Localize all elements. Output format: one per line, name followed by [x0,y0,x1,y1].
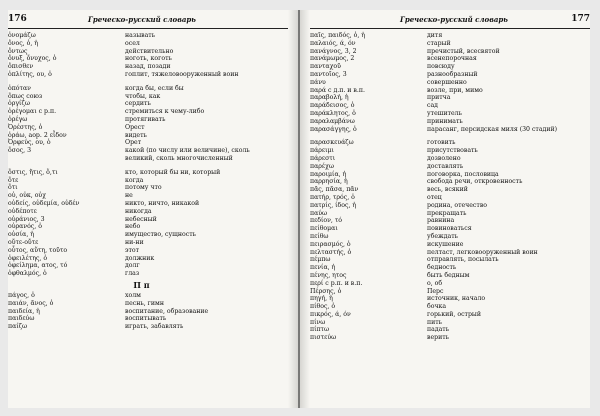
greek-headword: οὗτος, αὕτη, τοῦτο [8,246,68,254]
right-header [310,14,590,29]
dictionary-entry [310,186,577,194]
dictionary-entry [8,55,275,63]
greek-headword: Ὀρέστης, ὁ [8,123,43,131]
dictionary-entry [8,208,275,216]
greek-headword: παρέχω [310,162,334,170]
russian-translation: действительно [125,47,174,55]
russian-translation: парасанг, персидская миля (30 стадий) [427,125,557,133]
russian-translation: ни-ни [125,238,144,246]
dictionary-entry [310,319,577,327]
greek-headword: πιστεύω [310,334,337,342]
russian-translation: видеть [125,131,147,139]
greek-headword: παίζω [8,323,28,331]
dictionary-entry [8,200,275,208]
russian-translation: называть [125,32,156,39]
greek-headword: οὐδείς, οὐδεμία, οὐδέν [8,199,80,207]
greek-headword: πίθος, ὁ [310,303,336,311]
russian-translation: принимать [427,117,463,125]
dictionary-entry [8,323,275,331]
russian-translation: бочка [427,303,447,311]
russian-translation: отправлять, посылать [427,256,499,264]
dictionary-entry [310,71,577,79]
russian-translation: старый [427,39,451,47]
dictionary-entry [8,247,275,255]
dictionary-entry [310,225,577,233]
russian-translation: весь, всякий [427,186,468,194]
russian-translation: разнообразный [427,70,478,78]
russian-translation: повсюду [427,63,455,71]
russian-translation: о, об [427,279,443,287]
dictionary-entry [310,194,577,202]
greek-headword: παράκλητος, ὁ [310,109,356,117]
greek-headword: παρρησία, ἡ [310,178,348,186]
running-title-right: Греческо-русский словарь [400,15,508,24]
russian-translation: дозволено [427,154,461,162]
dictionary-entry [310,139,577,147]
russian-translation: имущество, сущность [125,231,196,239]
greek-headword: περί с р.п. и в.п. [310,279,363,287]
greek-headword: παράδεισος, ὁ [310,102,355,110]
dictionary-entry [8,132,275,140]
greek-headword: πηγή, ἡ [310,295,333,303]
dictionary-entry [8,255,275,263]
greek-headword: πάρεστι [310,154,336,162]
greek-headword: πανταχοῦ [310,63,341,71]
dictionary-entry [310,155,577,163]
greek-headword: πάρειμι [310,147,334,155]
greek-headword: ὄπισθεν [8,63,34,71]
russian-translation: родина, отечество [427,201,488,209]
russian-translation: равнина [427,217,455,225]
greek-headword: πέμπω [310,256,331,264]
greek-headword: ὁπόταν [8,84,31,92]
russian-translation: притча [427,94,451,102]
running-title-left: Греческо-русский словарь [88,15,196,24]
greek-headword: πεδίον, τό [310,217,342,225]
greek-headword: παντοῖος, 3 [310,70,347,78]
dictionary-entry [8,216,275,224]
greek-headword: παιδεία, ἡ [8,307,40,315]
russian-translation: присутствовать [427,147,478,155]
greek-headword: ὁράω, аор. 2 εἶδον [8,131,67,139]
russian-translation: назад, позади [125,63,171,71]
russian-translation: холм [125,291,141,299]
greek-headword: οὐδέποτε [8,207,37,215]
russian-translation: песнь, гимн [125,299,164,307]
russian-translation: глаз [125,270,140,278]
russian-translation: верить [427,334,450,342]
dictionary-entry [310,280,577,288]
dictionary-entry [8,48,275,56]
dictionary-entry [8,147,275,163]
russian-translation: ноготь, коготь [125,55,172,63]
russian-translation: повиноваться [427,225,472,233]
russian-translation: этот [125,246,140,254]
greek-headword: οὔτε-οὔτε [8,238,39,246]
book-gutter [288,10,310,408]
greek-headword: Πέρσης, ὁ [310,287,342,295]
russian-translation: искушение [427,240,464,248]
greek-headword: ὁπλίτης, ου, ὁ [8,70,52,78]
left-header [8,14,288,29]
greek-headword: πίνω [310,318,326,326]
greek-headword: ὅτι [8,184,18,192]
greek-headword: ὀργίζω [8,100,30,108]
russian-translation: убеждать [427,232,459,240]
dictionary-entry [310,48,577,56]
greek-headword: πᾶς, πᾶσα, πᾶν [310,186,359,194]
dictionary-entry [8,315,275,323]
dictionary-entry [8,169,275,177]
greek-headword: πάγος, ὁ [8,291,35,299]
greek-headword: πικρός, ά, όν [310,310,351,318]
russian-translation: осел [125,39,140,47]
greek-headword: ὅσος, 3 [8,147,32,155]
greek-headword: παραβολή, ἡ [310,94,349,102]
russian-translation: пить [427,318,443,326]
greek-headword: πενία, ἡ [310,264,336,272]
greek-headword: παραλαμβάνω [310,117,355,125]
dictionary-entry [310,118,577,126]
russian-translation: прекращать [427,209,467,217]
greek-headword: ὀρέγομαι с р.п. [8,108,57,116]
russian-translation: кто, который бы ни, который [125,168,221,176]
greek-headword: οὐσία, ἡ [8,231,34,239]
greek-headword: ὅστις, ἥτις, ὅ,τι [8,168,58,176]
dictionary-entry [8,231,275,239]
russian-translation: играть, забавлять [125,323,184,331]
dictionary-entry [310,55,577,63]
russian-translation: какой (по числу или величине), сколь великий, сколь многочисленный [125,147,250,162]
greek-headword: οὐρανός, ὁ [8,223,42,231]
dictionary-entry [8,292,275,300]
russian-translation: Перс [427,287,444,295]
russian-translation: падать [427,326,450,334]
dictionary-entry [310,303,577,311]
russian-translation: пелтаст, легковооруженный воин [427,248,538,256]
dictionary-entry [310,334,577,342]
russian-translation: протягивать [125,115,166,123]
dictionary-entry [8,116,275,124]
greek-headword: ὅπως союз [8,92,43,100]
dictionary-entry [8,139,275,147]
dictionary-entry [8,108,275,116]
dictionary-entry [310,171,577,179]
russian-translation: должник [125,254,155,262]
russian-translation: потому что [125,184,162,192]
dictionary-entry [8,308,275,316]
greek-headword: παιάν, ᾶνος, ὁ [8,299,54,307]
dictionary-entry [310,210,577,218]
page-number-left: 176 [8,14,27,24]
section-heading-pi: Π π [133,279,150,290]
russian-translation: поговорка, пословица [427,170,499,178]
dictionary-entry [8,93,275,101]
dictionary-entry [310,63,577,71]
russian-translation: готовить [427,139,456,147]
dictionary-entry [8,270,275,278]
dictionary-entry [8,177,275,185]
dictionary-entry [310,94,577,102]
russian-translation: гоплит, тяжеловооруженный воин [125,70,239,78]
russian-translation: быть бедным [427,271,470,279]
dictionary-entry [310,217,577,225]
greek-headword: ὀφθαλμός, ὁ [8,270,47,278]
dictionary-entry [310,126,577,134]
dictionary-entry [310,264,577,272]
russian-translation: долг [125,262,140,270]
russian-translation: совершенно [427,78,467,86]
russian-translation: Орет [125,139,142,147]
greek-headword: πειρασμός, ὁ [310,240,351,248]
dictionary-entry [310,311,577,319]
greek-headword: πελταστής, ὁ [310,248,352,256]
russian-translation: доставлять [427,162,464,170]
greek-headword: ὀρέγω [8,115,28,123]
russian-translation: небо [125,223,141,231]
dictionary-entry [310,79,577,87]
russian-translation: дитя [427,32,443,39]
dictionary-entry [310,178,577,186]
greek-headword: πάνυ [310,78,326,86]
right-page [310,10,590,408]
greek-headword: παρασκευάζω [310,139,354,147]
russian-translation: никогда [125,207,152,215]
dictionary-entry [8,32,275,40]
greek-headword: παῖς, παιδός, ὁ, ἡ [310,32,365,39]
greek-headword: ὀνομάζω [8,32,36,39]
russian-translation: свобода речи, откровенность [427,178,523,186]
russian-translation: пречистый, всесвятой [427,47,500,55]
russian-translation: утешитель [427,109,462,117]
dictionary-entry [310,241,577,249]
russian-translation: не [125,192,133,200]
dictionary-entry [310,32,577,40]
dictionary-entry [8,184,275,192]
greek-headword: παλαιός, ά, όν [310,39,356,47]
dictionary-entry [8,85,275,93]
russian-translation: всенепорочная [427,55,477,63]
dictionary-entry [310,147,577,155]
greek-headword: ὄνος, ὁ, ἡ [8,39,38,47]
greek-headword: παιδεύω [8,315,35,323]
greek-headword: ὄνυξ, ὄνυχος, ὁ [8,55,57,63]
dictionary-entry [310,233,577,241]
left-page [8,10,288,408]
dictionary-entry [310,87,577,95]
greek-headword: πένης, ητος [310,271,347,279]
dictionary-entry [310,288,577,296]
russian-translation: когда [125,176,144,184]
greek-headword: Ὀρφεύς, ου, ὁ [8,139,51,147]
russian-translation: никто, ничто, никакой [125,199,200,207]
dictionary-entry [8,239,275,247]
dictionary-entry [310,163,577,171]
greek-headword: πατρίς, ίδος, ἡ [310,201,357,209]
dictionary-entry [8,40,275,48]
dictionary-entry [8,262,275,270]
dictionary-entry [8,124,275,132]
greek-headword: οὐράνιος, 3 [8,215,45,223]
dictionary-entry [310,295,577,303]
dictionary-entry [310,256,577,264]
russian-translation: возле, при, мимо [427,86,483,94]
dictionary-entry [310,110,577,118]
russian-translation: воспитание, образование [125,307,209,315]
dictionary-entry [8,100,275,108]
russian-translation: сердить [125,100,151,108]
russian-translation: воспитывать [125,315,167,323]
dictionary-entry [8,71,275,79]
dictionary-entry [310,202,577,210]
greek-headword: πανάμωμος, 2 [310,55,355,63]
greek-headword: πείθω [310,232,329,240]
russian-translation: горький, острый [427,310,481,318]
dictionary-entry [8,192,275,200]
dictionary-entry [310,272,577,280]
greek-headword: πατήρ, τρός, ὁ [310,193,355,201]
russian-translation: отец [427,193,442,201]
dictionary-entry [310,102,577,110]
greek-headword: πανάγνος, 3, 2 [310,47,357,55]
russian-translation: чтобы, как [125,92,161,100]
dictionary-entry [8,300,275,308]
dictionary-entry [8,63,275,71]
greek-headword: παύω [310,209,328,217]
russian-translation: бедность [427,264,457,272]
left-entries [8,32,275,331]
russian-translation: стремиться к чему-либо [125,108,205,116]
greek-headword: ὀφειλέτης, ὁ [8,254,48,262]
russian-translation: Орест [125,123,145,131]
right-entries [310,32,577,342]
russian-translation: небесный [125,215,157,223]
dictionary-entry [310,249,577,257]
greek-headword: πείθομαι [310,225,338,233]
greek-headword: παρά с д.п. и в.п. [310,86,365,94]
dictionary-entry [310,40,577,48]
greek-headword: ὀφείλημα, ατος, τό [8,262,68,270]
dictionary-entry [310,326,577,334]
greek-headword: οὐ, οὐκ, οὐχ [8,192,46,200]
russian-translation: сад [427,102,438,110]
russian-translation: источник, начало [427,295,486,303]
greek-headword: ὄντως [8,47,28,55]
page-number-right: 177 [571,14,590,24]
russian-translation: когда бы, если бы [125,84,184,92]
greek-headword: ὅτε [8,176,19,184]
greek-headword: πίπτω [310,326,330,334]
dictionary-entry [8,223,275,231]
greek-headword: παροιμία, ἡ [310,170,347,178]
greek-headword: παρασάγγης, ὁ [310,125,357,133]
